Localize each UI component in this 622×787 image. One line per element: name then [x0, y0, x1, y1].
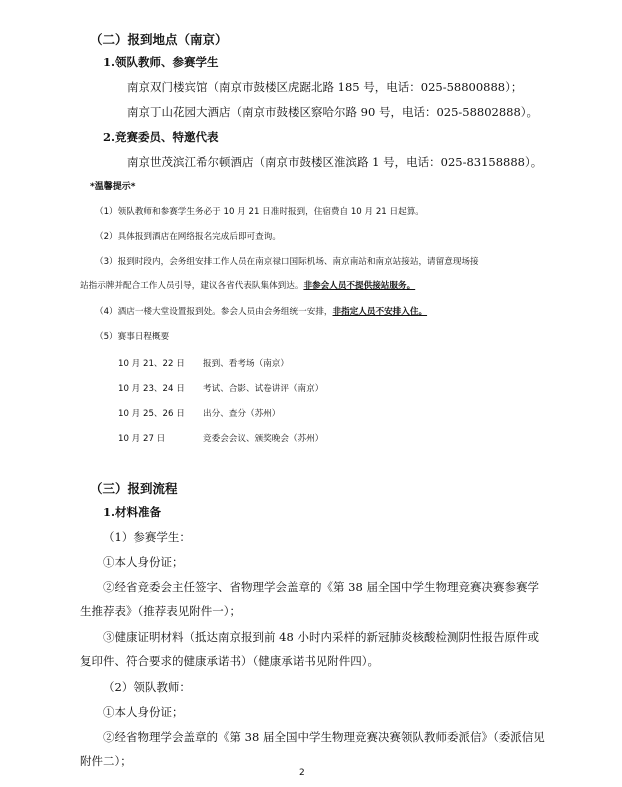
tip-item-1: （1）领队教师和参赛学生务必于 10 月 21 日准时报到，住宿费自 10 月 21 日起算。	[95, 207, 424, 217]
hotel-dingshan: 南京丁山花园大酒店（南京市鼓楼区察哈尔路 90 号，电话：025-58802888）。	[127, 105, 539, 119]
teachers-label: （2）领队教师：	[103, 680, 191, 694]
teacher-item-2-line1: ②经省物理学会盖章的《第 38 届全国中学生物理竞赛决赛领队教师委派信》（委派信见	[103, 730, 545, 744]
section3-title: （三）报到流程	[90, 481, 178, 496]
schedule-desc: 报到、看考场（南京）	[203, 359, 289, 369]
schedule-desc: 考试、合影、试卷讲评（南京）	[203, 384, 324, 394]
hotel-shuangmenlou: 南京双门楼宾馆（南京市鼓楼区虎踞北路 185 号，电话：025-58800888）；	[127, 80, 523, 94]
tip-item-4-bold: 非指定人员不安排入住。	[332, 307, 428, 317]
page-number: 2	[299, 768, 305, 778]
tip-item-4-plain: （4）酒店一楼大堂设置报到处。参会人员由会务组统一安排，	[95, 307, 333, 317]
section2-sub1-heading: 1.领队教师、参赛学生	[103, 55, 219, 69]
schedule-desc: 竞委会会议、颁奖晚会（苏州）	[203, 434, 324, 444]
teacher-item-2-line2: 附件二）；	[80, 754, 132, 768]
tip-item-3-plain: 站指示牌并配合工作人员引导，建议各省代表队集体到达。	[80, 281, 304, 291]
schedule-date: 10 月 27 日	[118, 434, 166, 444]
student-item-2-line2: 生推荐表》（推荐表见附件一）；	[80, 604, 241, 618]
student-item-1: ①本人身份证；	[103, 555, 184, 569]
tip-item-3-line1: （3）报到时段内，会务组安排工作人员在南京禄口国际机场、南京南站和南京站接站，请留意现场接	[95, 257, 479, 267]
schedule-date: 10 月 23、24 日	[118, 384, 185, 394]
tip-item-5: （5）赛事日程概要	[95, 332, 170, 342]
schedule-date: 10 月 21、22 日	[118, 359, 185, 369]
students-label: （1）参赛学生：	[103, 530, 191, 544]
tips-title: *温馨提示*	[90, 182, 136, 192]
student-item-3-line1: ③健康证明材料（抵达南京报到前 48 小时内采样的新冠肺炎核酸检测阴性报告原件或	[103, 630, 539, 644]
schedule-date: 10 月 25、26 日	[118, 409, 185, 419]
tip-item-2: （2）具体报到酒店在网络报名完成后即可查询。	[95, 232, 281, 242]
tip-item-4	[95, 307, 427, 317]
section3-sub1-heading: 1.材料准备	[103, 505, 162, 519]
schedule-desc: 出分、查分（苏州）	[203, 409, 281, 419]
teacher-item-1: ①本人身份证；	[103, 705, 184, 719]
student-item-3-line2: 复印件、符合要求的健康承诺书）（健康承诺书见附件四）。	[80, 654, 379, 668]
student-item-2-line1: ②经省竞委会主任签字、省物理学会盖章的《第 38 届全国中学生物理竞赛决赛参赛学	[103, 580, 539, 594]
section2-sub2-heading: 2.竞赛委员、特邀代表	[103, 130, 219, 144]
section2-title: （二）报到地点（南京）	[90, 32, 228, 47]
tip-item-3-line2	[80, 281, 415, 291]
tip-item-3-bold: 非参会人员不提供接站服务。	[303, 281, 416, 291]
hotel-hilton: 南京世茂滨江希尔顿酒店（南京市鼓楼区淮滨路 1 号，电话：025-83158888）。	[127, 155, 543, 169]
